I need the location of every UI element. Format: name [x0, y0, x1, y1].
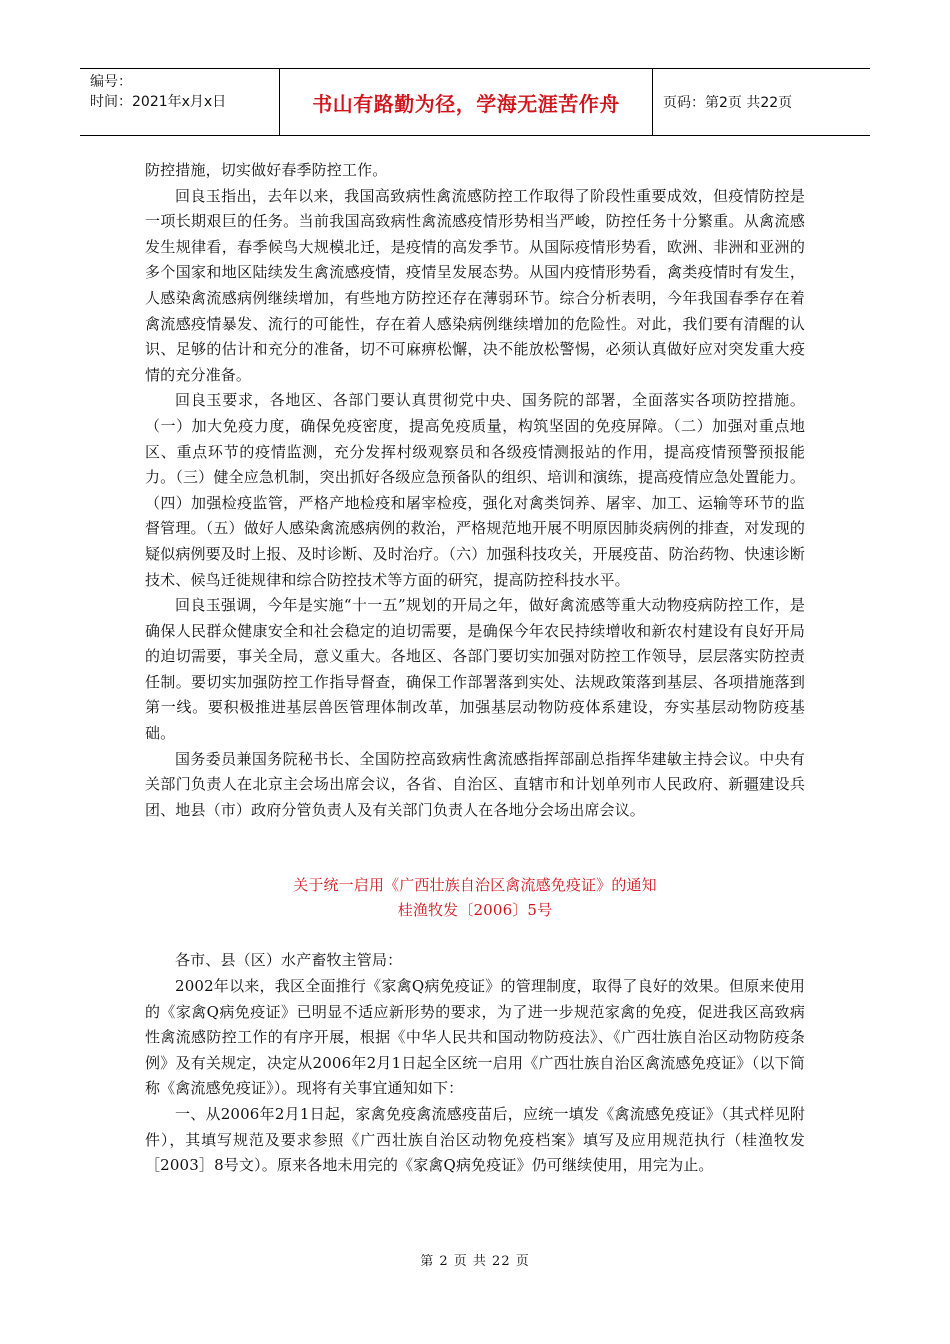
notice-doc-number: 桂渔牧发〔2006〕5号	[397, 901, 553, 920]
paragraph: 防控措施，切实做好春季防控工作。	[145, 161, 388, 179]
notice-title: 关于统一启用《广西壮族自治区禽流感免疫证》的通知	[293, 876, 657, 895]
header-motto: 书山有路勤为径，学海无涯苦作舟	[280, 69, 653, 135]
header-meta	[80, 69, 280, 135]
time-label: 时间：2021年x月x日	[90, 94, 227, 110]
document-body	[145, 158, 805, 1179]
salutation: 各市、县（区）水产畜牧主管局：	[175, 951, 403, 970]
paragraph: 回良玉要求，各地区、各部门要认真贯彻党中央、国务院的部署，全面落实各项防控措施。（一）加大免疫力度，确保免疫密度，提高免疫质量，构筑坚固的免疫屏障。（二）加强对重点地区、重点环节的疫情监测，充分发挥村级观察员和各级疫情测报站的作用，提高疫情预警预报能力。（三）健全应急机制，突出抓好各级应急预备队的组织、培训和演练，提高疫情应急处置能力。（四）加强检疫监管，严格产地检疫和屠宰检疫，强化对禽类饲养、屠宰、加工、运输等环节的监督管理。（五）做好人感染禽流感病例的救治，严格规范地开展不明原因肺炎病例的排查，对发现的疑似病例要及时上报、及时诊断、及时治疗。（六）加强科技攻关，开展疫苗、防治药物、快速诊断技术、候鸟迁徙规律和综合防控技术等方面的研究，提高防控科技水平。	[145, 391, 805, 589]
header-page-info: 页码：第2页 共22页	[663, 95, 793, 111]
paragraph: 国务委员兼国务院秘书长、全国防控高致病性禽流感指挥部副总指挥华建敏主持会议。中央有关部门负责人在北京主会场出席会议，各省、自治区、直辖市和计划单列市人民政府、新疆建设兵团、地县（市）政府分管负责人及有关部门负责人在各地分会场出席会议。	[145, 749, 805, 819]
paragraph: 回良玉强调，今年是实施“十一五”规划的开局之年，做好禽流感等重大动物疫病防控工作，是确保人民群众健康安全和社会稳定的迫切需要，是确保今年农民持续增收和新农村建设有良好开局的迫切需要，事关全局，意义重大。各地区、各部门要切实加强对防控工作领导，层层落实防控责任制。要切实加强防控工作指导督查，确保工作部署落到实处、法规政策落到基层、各项措施落到第一线。要积极推进基层兽医管理体制改革，加强基层动物防疫体系建设，夯实基层动物防疫基础。	[145, 596, 805, 743]
spacer	[145, 823, 805, 873]
spacer	[145, 923, 805, 948]
number-label: 编号：	[90, 74, 132, 90]
paragraph: 一、从2006年2月1日起，家禽免疫禽流感疫苗后，应统一填发《禽流感免疫证》（其式样见附件），其填写规范及要求参照《广西壮族自治区动物免疫档案》填写及应用规范执行（桂渔牧发［2003］8号文）。原来各地未用完的《家禽Q病免疫证》仍可继续使用，用完为止。	[145, 1105, 805, 1175]
page-header	[80, 68, 870, 136]
paragraph: 回良玉指出，去年以来，我国高致病性禽流感防控工作取得了阶段性重要成效，但疫情防控是一项长期艰巨的任务。当前我国高致病性禽流感疫情形势相当严峻，防控任务十分繁重。从禽流感发生规律看，春季候鸟大规模北迁，是疫情的高发季节。从国际疫情形势看，欧洲、非洲和亚洲的多个国家和地区陆续发生禽流感疫情，疫情呈发展态势。从国内疫情形势看，禽类疫情时有发生，人感染禽流感病例继续增加，有些地方防控还存在薄弱环节。综合分析表明，今年我国春季存在着禽流感疫情暴发、流行的可能性，存在着人感染病例继续增加的危险性。对此，我们要有清醒的认识、足够的估计和充分的准备，切不可麻痹松懈，决不能放松警惕，必须认真做好应对突发重大疫情的充分准备。	[145, 186, 805, 384]
page-footer: 第 2 页 共 22 页	[420, 1254, 530, 1269]
paragraph: 2002年以来，我区全面推行《家禽Q病免疫证》的管理制度，取得了良好的效果。但原来使用的《家禽Q病免疫证》已明显不适应新形势的要求，为了进一步规范家禽的免疫，促进我区高致病性禽流感防控工作的有序开展，根据《中华人民共和国动物防疫法》、《广西壮族自治区动物防疫条例》及有关规定，决定从2006年2月1日起全区统一启用《广西壮族自治区禽流感免疫证》（以下简称《禽流感免疫证》）。现将有关事宜通知如下：	[145, 977, 805, 1098]
